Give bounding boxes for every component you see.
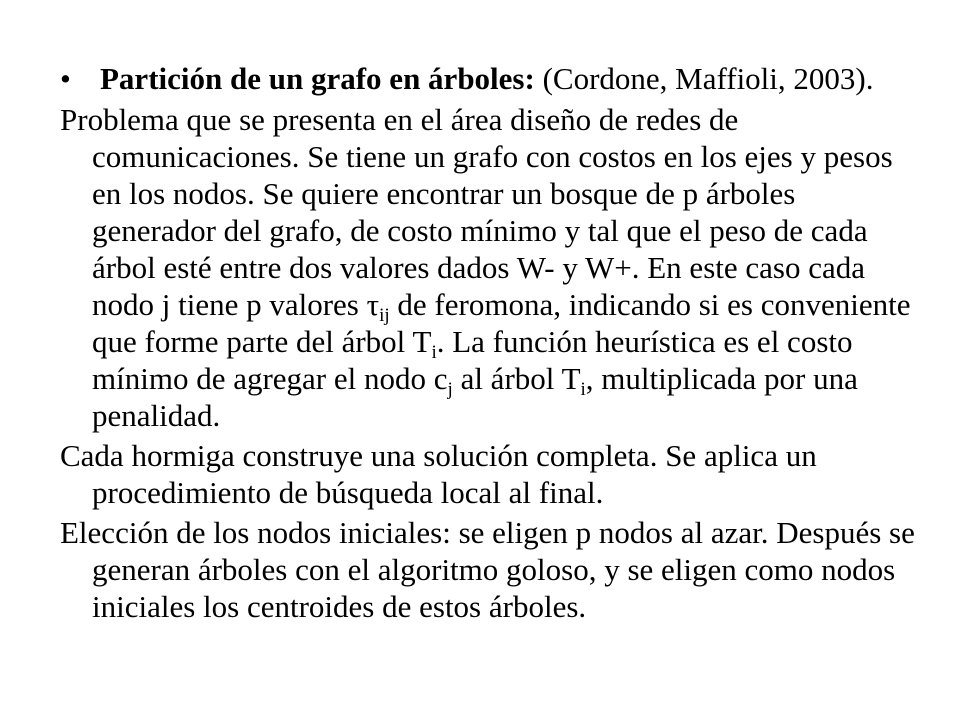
paragraph-problem-text-5: , multiplicada por una penalidad. bbox=[92, 361, 858, 433]
bullet-title: Partición de un grafo en árboles: bbox=[100, 61, 535, 96]
slide-body bbox=[60, 60, 920, 628]
paragraph-problem-text-4: al árbol T bbox=[452, 361, 581, 396]
paragraph-ants: Cada hormiga construye una solución completa. Se aplica un procedimiento de búsqueda local al final. bbox=[60, 438, 817, 510]
bullet-marker: • bbox=[60, 61, 71, 96]
bullet-citation: (Cordone, Maffioli, 2003). bbox=[534, 61, 874, 96]
t-subscript-1: i bbox=[431, 342, 437, 363]
tau-symbol: τ bbox=[366, 287, 380, 322]
c-subscript: j bbox=[447, 379, 453, 400]
tau-subscript: ij bbox=[379, 305, 390, 326]
paragraph-problem bbox=[60, 101, 920, 434]
t-subscript-2: i bbox=[580, 379, 586, 400]
paragraph-problem-text-2: de feromona, indicando si es conveniente que forme parte del árbol T bbox=[92, 287, 911, 359]
bullet-heading bbox=[60, 60, 920, 97]
paragraph-problem-text-3: . La función heurística es el costo mínimo de agregar el nodo c bbox=[92, 324, 853, 396]
paragraph-problem-text-1: Problema que se presenta en el área diseño de redes de comunicaciones. Se tiene un grafo con costos en los ejes y pesos en los nodos. Se quiere encontrar un bosque de p árboles generador del grafo, de costo mínimo y tal que el peso de cada árbol esté entre dos valores dados W- y W+. En este caso cada nodo j tiene p valores bbox=[60, 102, 893, 322]
paragraph-initial-nodes: Elección de los nodos iniciales: se eligen p nodos al azar. Después se generan árboles con el algoritmo goloso, y se eligen como nodos iniciales los centroides de estos árboles. bbox=[60, 515, 915, 624]
